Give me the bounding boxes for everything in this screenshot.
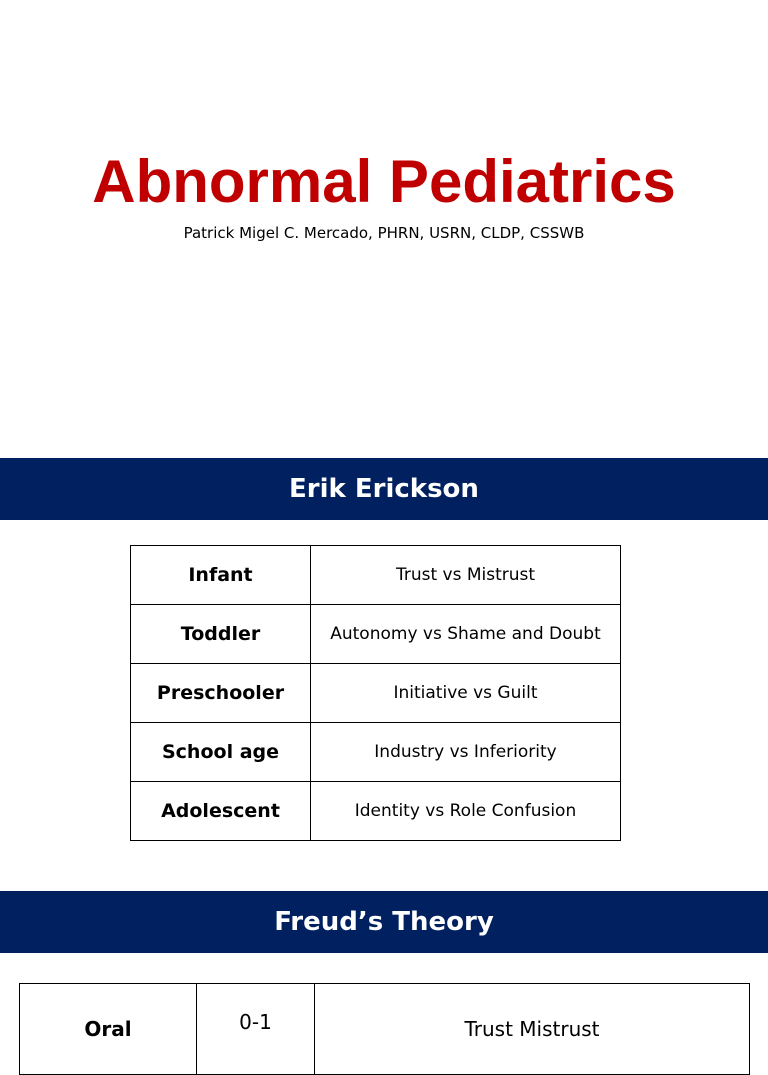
- document-title: Abnormal Pediatrics: [92, 148, 676, 215]
- section-heading-freud-label: Freud’s Theory: [274, 907, 494, 937]
- stage-name: Preschooler: [131, 664, 311, 723]
- document-author: Patrick Migel C. Mercado, PHRN, USRN, CLDP, CSSWB: [183, 224, 585, 242]
- table-row: [131, 605, 621, 664]
- section-heading-erikson: [0, 458, 768, 520]
- table-row: [20, 984, 750, 1075]
- section-heading-erikson-label: Erik Erickson: [289, 474, 479, 504]
- section-heading-freud: [0, 891, 768, 953]
- table-row: [131, 723, 621, 782]
- stage-name: School age: [131, 723, 311, 782]
- freud-stages-table: [19, 983, 750, 1075]
- psychosexual-stage-task: Trust Mistrust: [315, 984, 750, 1075]
- table-row: [131, 782, 621, 841]
- psychosexual-stage-name: Oral: [20, 984, 197, 1075]
- table-row: [131, 546, 621, 605]
- stage-crisis: Industry vs Inferiority: [311, 723, 621, 782]
- stage-crisis: Initiative vs Guilt: [311, 664, 621, 723]
- stage-name: Infant: [131, 546, 311, 605]
- erikson-stages-table: [130, 545, 621, 841]
- stage-name: Adolescent: [131, 782, 311, 841]
- stage-name: Toddler: [131, 605, 311, 664]
- stage-crisis: Trust vs Mistrust: [311, 546, 621, 605]
- stage-crisis: Autonomy vs Shame and Doubt: [311, 605, 621, 664]
- stage-crisis: Identity vs Role Confusion: [311, 782, 621, 841]
- table-row: [131, 664, 621, 723]
- psychosexual-stage-age: 0-1: [197, 984, 315, 1075]
